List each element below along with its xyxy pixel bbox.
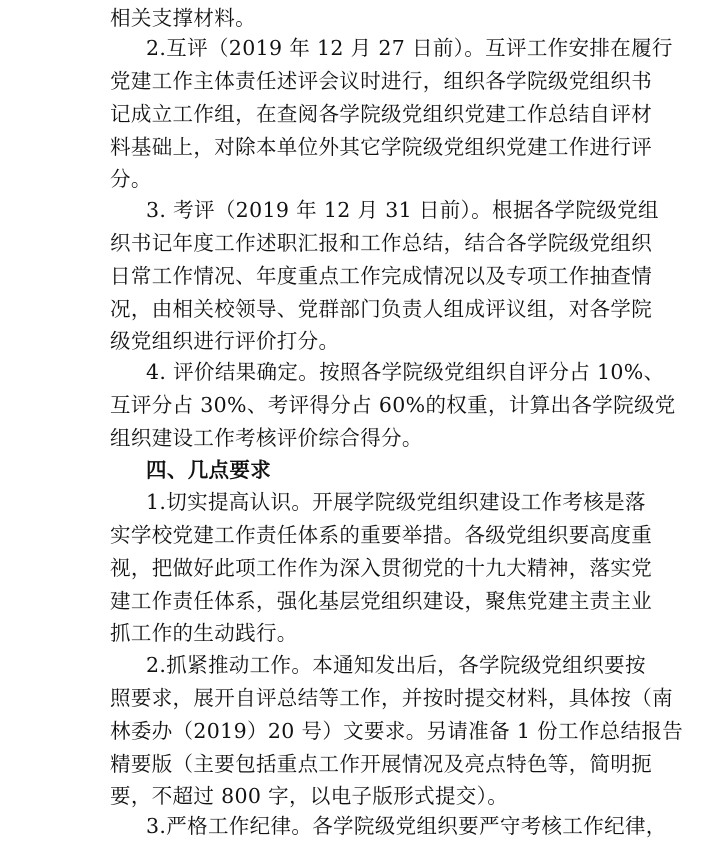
text-line: 组织建设工作考核评价综合得分。 [110,426,423,450]
text-line: 精要版（主要包括重点工作开展情况及亮点特色等，简明扼 [110,752,653,776]
text-line: 分。 [110,167,152,191]
text-line: 相关支撑材料。 [110,6,256,30]
text-line: 料基础上，对除本单位外其它学院级党组织党建工作进行评 [110,135,653,159]
text-line: 2.抓紧推动工作。本通知发出后，各学院级党组织要按 [146,653,646,677]
text-line: 互评分占 30%、考评得分占 60%的权重，计算出各学院级党 [110,393,676,417]
text-line: 况，由相关校领导、党群部门负责人组成评议组，对各学院 [110,297,653,321]
text-line: 4. 评价结果确定。按照各学院级党组织自评分占 10%、 [146,360,665,384]
text-line: 2.互评（2019 年 12 月 27 日前）。互评工作安排在履行 [146,36,673,60]
text-line: 日常工作情况、年度重点工作完成情况以及专项工作抽查情 [110,264,653,288]
text-line: 记成立工作组，在查阅各学院级党组织党建工作总结自评材 [110,102,653,126]
text-line: 3. 考评（2019 年 12 月 31 日前）。根据各学院级党组 [146,198,659,222]
text-line: 林委办（2019）20 号）文要求。另请准备 1 份工作总结报告 [110,719,684,743]
section-heading: 四、几点要求 [146,458,272,482]
text-line: 要，不超过 800 字，以电子版形式提交）。 [110,784,509,808]
text-line: 视，把做好此项工作作为深入贯彻党的十九大精神，落实党 [110,556,653,580]
text-line: 党建工作主体责任述评会议时进行，组织各学院级党组织书 [110,69,653,93]
text-line: 1.切实提高认识。开展学院级党组织建设工作考核是落 [146,490,646,514]
text-line: 级党组织进行评价打分。 [110,329,340,353]
text-line: 抓工作的生动践行。 [110,621,298,645]
text-line: 建工作责任体系，强化基层党组织建设，聚焦党建主责主业 [110,589,653,613]
text-line: 织书记年度工作述职汇报和工作总结，结合各学院级党组织 [110,231,653,255]
text-line: 3.严格工作纪律。各学院级党组织要严守考核工作纪律， [146,814,667,838]
text-line: 实学校党建工作责任体系的重要举措。各级党组织要高度重 [110,523,653,547]
text-line: 照要求，展开自评总结等工作，并按时提交材料，具体按（南 [110,686,673,710]
